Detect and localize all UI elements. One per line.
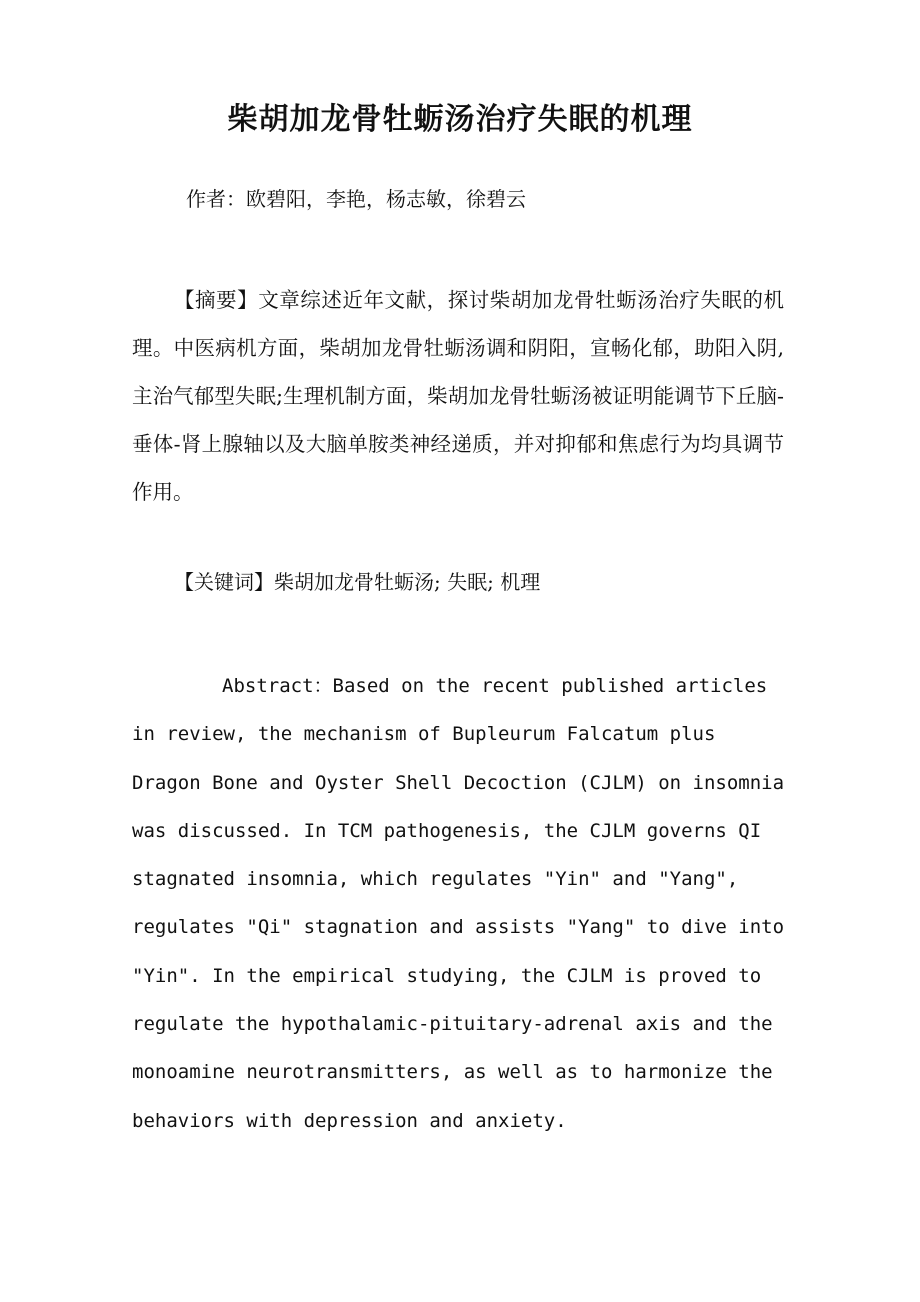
chinese-abstract <box>132 276 784 516</box>
english-abstract-text: Based on the recent published articles in review, the mechanism of Bupleurum Falcatum plus Dragon Bone and Oyster Shell Decoction (CJLM) on insomnia was discussed. In TCM pathogenesis, the CJLM governs QI stagnated insomnia, which regulates "Yin" and "Yang", regulates "Qi" stagnation and assists "Yang" to dive into "Yin". In the empirical studying, the CJLM is proved to regulate the hypothalamic-pituitary-adrenal axis and the monoamine neurotransmitters, as well as to harmonize the behaviors with depression and anxiety. <box>132 675 785 1132</box>
keywords-line <box>174 566 540 598</box>
document-title: 柴胡加龙骨牡蛎汤治疗失眠的机理 <box>227 102 693 137</box>
abstract-label: 【摘要】 <box>174 288 259 312</box>
author-line: 作者：欧碧阳，李艳，杨志敏，徐碧云 <box>186 187 526 211</box>
keywords-label: 【关键词】 <box>174 570 274 594</box>
english-abstract-label: Abstract： <box>222 675 333 697</box>
keywords-text: 柴胡加龙骨牡蛎汤; 失眠; 机理 <box>274 570 541 594</box>
abstract-text: 文章综述近年文献，探讨柴胡加龙骨牡蛎汤治疗失眠的机理。中医病机方面，柴胡加龙骨牡蛎汤调和阴阳，宣畅化郁，助阳入阴,主治气郁型失眠;生理机制方面，柴胡加龙骨牡蛎汤被证明能调节下丘脑-垂体-肾上腺轴以及大脑单胺类神经递质，并对抑郁和焦虑行为均具调节作用。 <box>132 288 785 504</box>
english-abstract <box>132 662 792 1145</box>
